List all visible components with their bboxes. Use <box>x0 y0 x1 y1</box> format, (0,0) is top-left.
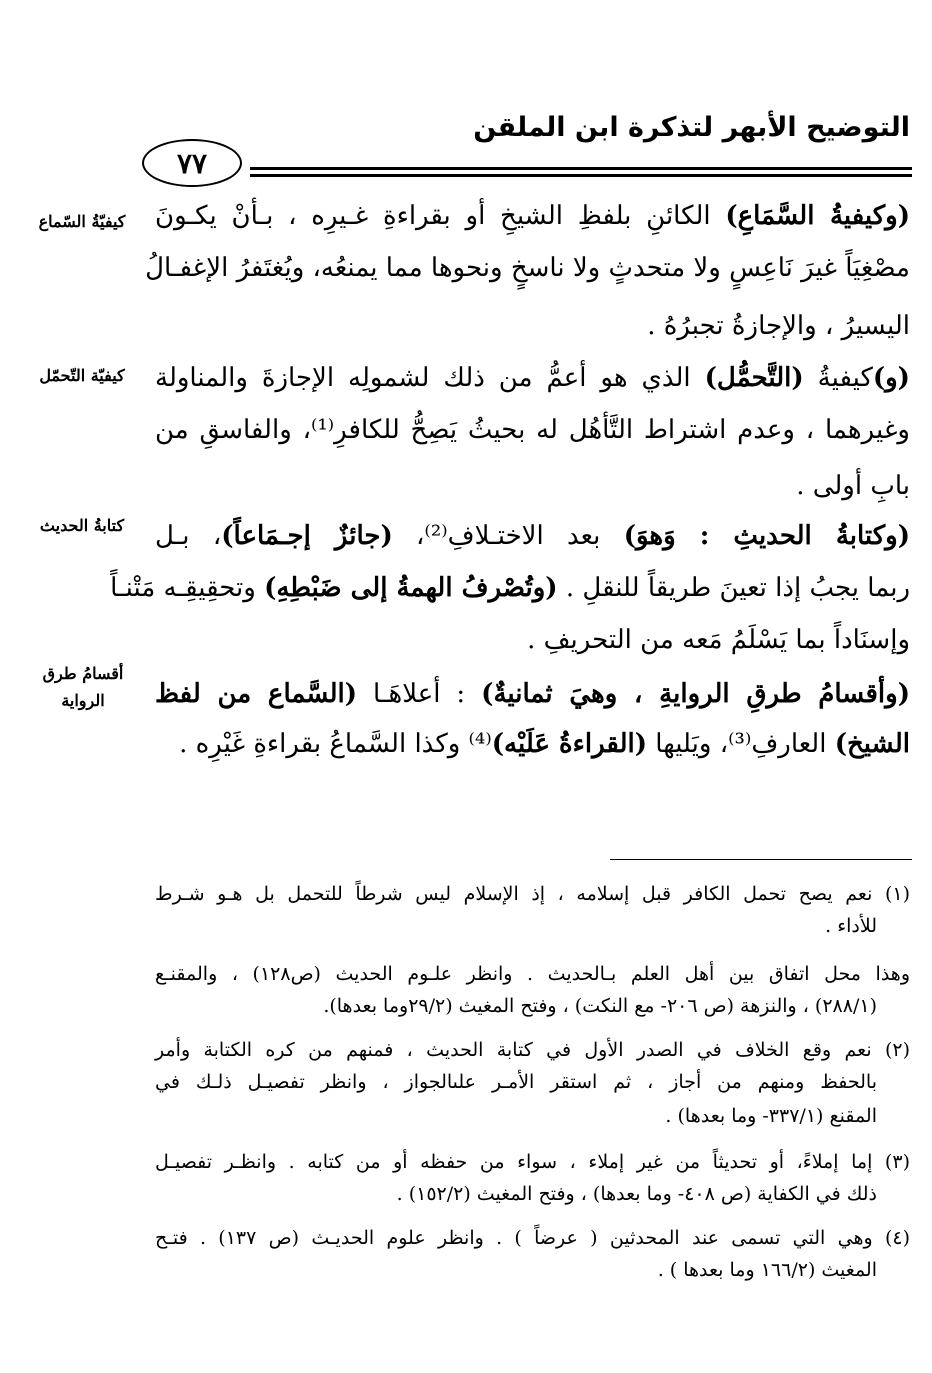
commentary-text: : أعلاهَـا <box>357 679 482 709</box>
text-line <box>155 352 910 404</box>
text-line <box>145 242 910 294</box>
footnote-line: (٤) وهي التي تسمى عند المحدثين ( عرضاً ) . وانظر علوم الحديـث (ص ١٣٧) . فتـح <box>155 1227 910 1249</box>
bold-matn-text: (و) <box>872 363 910 393</box>
footnote-separator <box>610 859 912 860</box>
commentary-text: ربما يجبُ إذا تعينَ طريقاً للنقلِ . <box>557 573 910 603</box>
text-line <box>155 718 910 770</box>
text-line <box>155 668 910 720</box>
bold-matn-text: (وكتابةُ الحديثِ : وَهوَ) <box>623 521 910 551</box>
commentary-text: بابِ أولى . <box>796 471 910 501</box>
footnote-line: وهذا محل اتفاق بين أهل العلم بـالحديث . وانظر علـوم الحديث (ص١٢٨) ، والمقنـع <box>155 963 911 985</box>
footnote-line: (١) نعم يصح تحمل الكافر قبل إسلامه ، إذ الإسلام ليس شرطاً للتحمل بل هـو شـرط <box>155 883 910 905</box>
text-line <box>155 190 910 242</box>
side-note-hearing: كيفيّةُ السّماع <box>38 212 126 231</box>
bold-matn-text: (السَّماع من لفظ <box>155 679 358 709</box>
text-line <box>110 562 910 614</box>
page-number-oval <box>142 139 242 187</box>
footnote-line: (٢٨٨/١) ، والنزهة (ص ٢٠٦- مع النكت) ، وفتح المغيث (٢٩/٢وما بعدها). <box>323 995 877 1017</box>
text-line <box>155 510 910 562</box>
side-note-writing: كتابةُ الحديث <box>39 516 125 535</box>
commentary-text: ⁽⁴⁾ وكذا السَّماعُ بقراءةِ غَيْرِه . <box>179 729 492 759</box>
footnote-line: للأداء . <box>825 915 877 937</box>
commentary-text: وغيرهما ، وعدم اشتراط التَّأهُل له بحيثُ يَصِحُّ للكافرِ⁽¹⁾، والفاسقِ من <box>155 415 910 445</box>
commentary-text: الذي هو أعمُّ من ذلك لشمولِه الإجازةَ والمناولة <box>155 363 705 393</box>
footnote-line: (٢) نعم وقع الخلاف في الصدر الأول في كتابة الحديث ، فمنهم من كره الكتابة وأمر <box>155 1039 910 1061</box>
bold-matn-text: الشيخ) <box>834 729 910 759</box>
footnote-line: المقنع (٣٣٧/١- وما بعدها) . <box>665 1105 877 1127</box>
commentary-text: بعد الاختـلافِ⁽²⁾، <box>392 521 624 551</box>
page-number: ٧٧ <box>176 146 208 180</box>
header-rule-top <box>250 167 912 170</box>
commentary-text: ، بـل <box>155 521 222 551</box>
text-line <box>155 300 910 352</box>
footnote-line: ذلك في الكفاية (ص ٤٠٨- وما بعدها) ، وفتح المغيث (١٥٢/٢) . <box>396 1183 877 1205</box>
commentary-text: وتحقِيقِـه مَتْنـاً <box>110 573 265 603</box>
side-note-narration-methods: أقسامُ طرق الرواية <box>42 664 124 710</box>
text-line <box>155 460 910 512</box>
header-rule-bottom <box>250 174 912 177</box>
bold-matn-text: (وأقسامُ طرقِ الروايةِ ، وهيَ ثمانيةٌ) <box>481 679 911 709</box>
bold-matn-text: (وكيفيةُ السَّمَاعِ) <box>725 201 910 231</box>
commentary-text: كيفيةُ <box>803 363 873 393</box>
footnote-line: المغيث (١٦٦/٢ وما بعدها ) . <box>657 1259 877 1281</box>
book-title: التوضيح الأبهر لتذكرة ابن الملقن <box>473 112 910 143</box>
commentary-text: الكائنِ بلفظِ الشيخِ أو بقراءةِ غـيرِه ، بـأنْ يكـونَ <box>155 201 726 231</box>
bold-matn-text: (جائزٌ إجـمَاعاً) <box>221 521 393 551</box>
side-note-bearing: كيفيّة التّحمّل <box>39 366 125 385</box>
commentary-text: وإسنَاداً بما يَسْلَمُ مَعه من التحريفِ . <box>527 625 910 655</box>
footnote-line: (٣) إما إملاءً، أو تحديثاً من غير إملاء ، سواء من حفظه أو من كتابه . وانظـر تفصيـل <box>155 1151 910 1173</box>
bold-matn-text: (التَّحمُّل) <box>704 363 804 393</box>
bold-matn-text: (القراءةُ عَلَيْه) <box>491 729 648 759</box>
commentary-text: مصْغِيَاً غيرَ نَاعِسٍ ولا متحدثٍ ولا ناسخٍ ونحوها مما يمنعُه، ويُغتَفرُ الإغفـالُ <box>145 253 910 283</box>
bold-matn-text: (وتُصْرفُ الهمةُ إلى ضَبْطِهِ) <box>264 573 558 603</box>
commentary-text: اليسيرُ ، والإجازةُ تجبرُهُ . <box>647 311 910 341</box>
text-line <box>155 614 910 666</box>
text-line <box>155 404 910 456</box>
footnote-line: بالحفظ ومنهم من أجاز ، ثم استقر الأمـر علىالجواز ، وانظر تفصيـل ذلـك في <box>155 1071 877 1093</box>
commentary-text: العارفِ⁽³⁾، ويَليها <box>647 729 835 759</box>
